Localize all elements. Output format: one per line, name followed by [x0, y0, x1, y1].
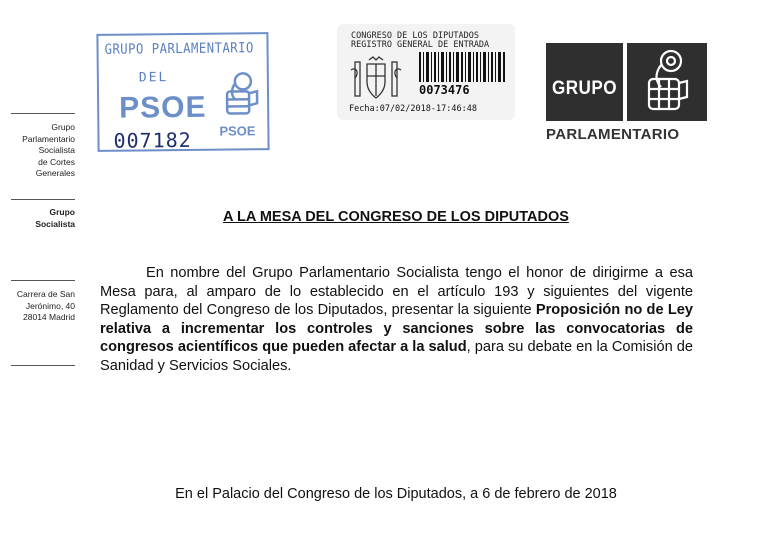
- registry-line-2: REGISTRO GENERAL DE ENTRADA: [351, 40, 490, 50]
- sidebar-line: Jerónimo, 40: [25, 300, 75, 311]
- paragraph-text: En nombre del Grupo Parlamentario Socialista tengo el honor de dirigirme a esa Mesa para, al amparo de lo establecido en el artículo 193 y siguientes del vigente Reglamento del Congreso de los Diputados, presentar la siguiente: [100, 265, 693, 319]
- sidebar-line: Socialista: [38, 145, 75, 155]
- stamp-line-1: GRUPO PARLAMENTARIO: [104, 40, 254, 58]
- rose-logo-box: [627, 43, 707, 121]
- sidebar-block-group: [22, 122, 75, 180]
- coat-of-arms-icon: [347, 56, 405, 102]
- stamp-line-2: DEL: [138, 70, 169, 86]
- registry-line-1: CONGRESO DE LOS DIPUTADOS: [351, 31, 479, 41]
- document-paragraph: [100, 264, 693, 376]
- logo-subtitle: PARLAMENTARIO: [546, 126, 680, 143]
- stamp-logo-text: PSOE: [219, 123, 256, 139]
- sidebar-line: Grupo: [49, 207, 75, 217]
- sidebar-divider: [11, 280, 75, 281]
- registry-date: Fecha:07/02/2018-17:46:48: [349, 104, 477, 114]
- sidebar-line: Generales: [35, 168, 75, 178]
- sidebar-line: de Cortes: [38, 156, 75, 167]
- sidebar-block-address: [17, 289, 75, 324]
- psoe-entry-stamp: [96, 32, 269, 152]
- rose-fist-icon: [221, 69, 262, 121]
- sidebar-block-socialista: [35, 207, 75, 230]
- sidebar-line: Carrera de San: [16, 289, 75, 299]
- sidebar-line: 28014 Madrid: [23, 312, 75, 322]
- registry-stamp: [337, 24, 515, 120]
- sidebar-line: Socialista: [35, 218, 75, 229]
- paragraph-bold-title: Proposición no de Ley relativa a incrementar los controles y sanciones sobre las convocatorias de congresos acientíficos que pueden afectar a la salud: [100, 302, 693, 356]
- sidebar-line: Parlamentario: [22, 133, 75, 144]
- document-heading: A LA MESA DEL CONGRESO DE LOS DIPUTADOS: [223, 209, 569, 225]
- sidebar-line: Grupo: [51, 122, 75, 132]
- group-logo-box: [546, 43, 623, 121]
- registry-number: 0073476: [419, 83, 470, 97]
- sidebar-divider: [11, 199, 75, 200]
- closing-line: En el Palacio del Congreso de los Diputados, a 6 de febrero de 2018: [175, 486, 617, 502]
- logo-title: GRUPO: [552, 78, 617, 99]
- stamp-line-3: PSOE: [118, 90, 207, 125]
- sidebar-divider: [11, 113, 75, 114]
- barcode-icon: [419, 52, 507, 82]
- stamp-number: 007182: [113, 127, 192, 153]
- paragraph-text-end: , para su debate en la Comisión de Sanidad y Servicios Sociales.: [100, 339, 693, 374]
- rose-fist-icon: [627, 43, 707, 121]
- sidebar-divider: [11, 365, 75, 366]
